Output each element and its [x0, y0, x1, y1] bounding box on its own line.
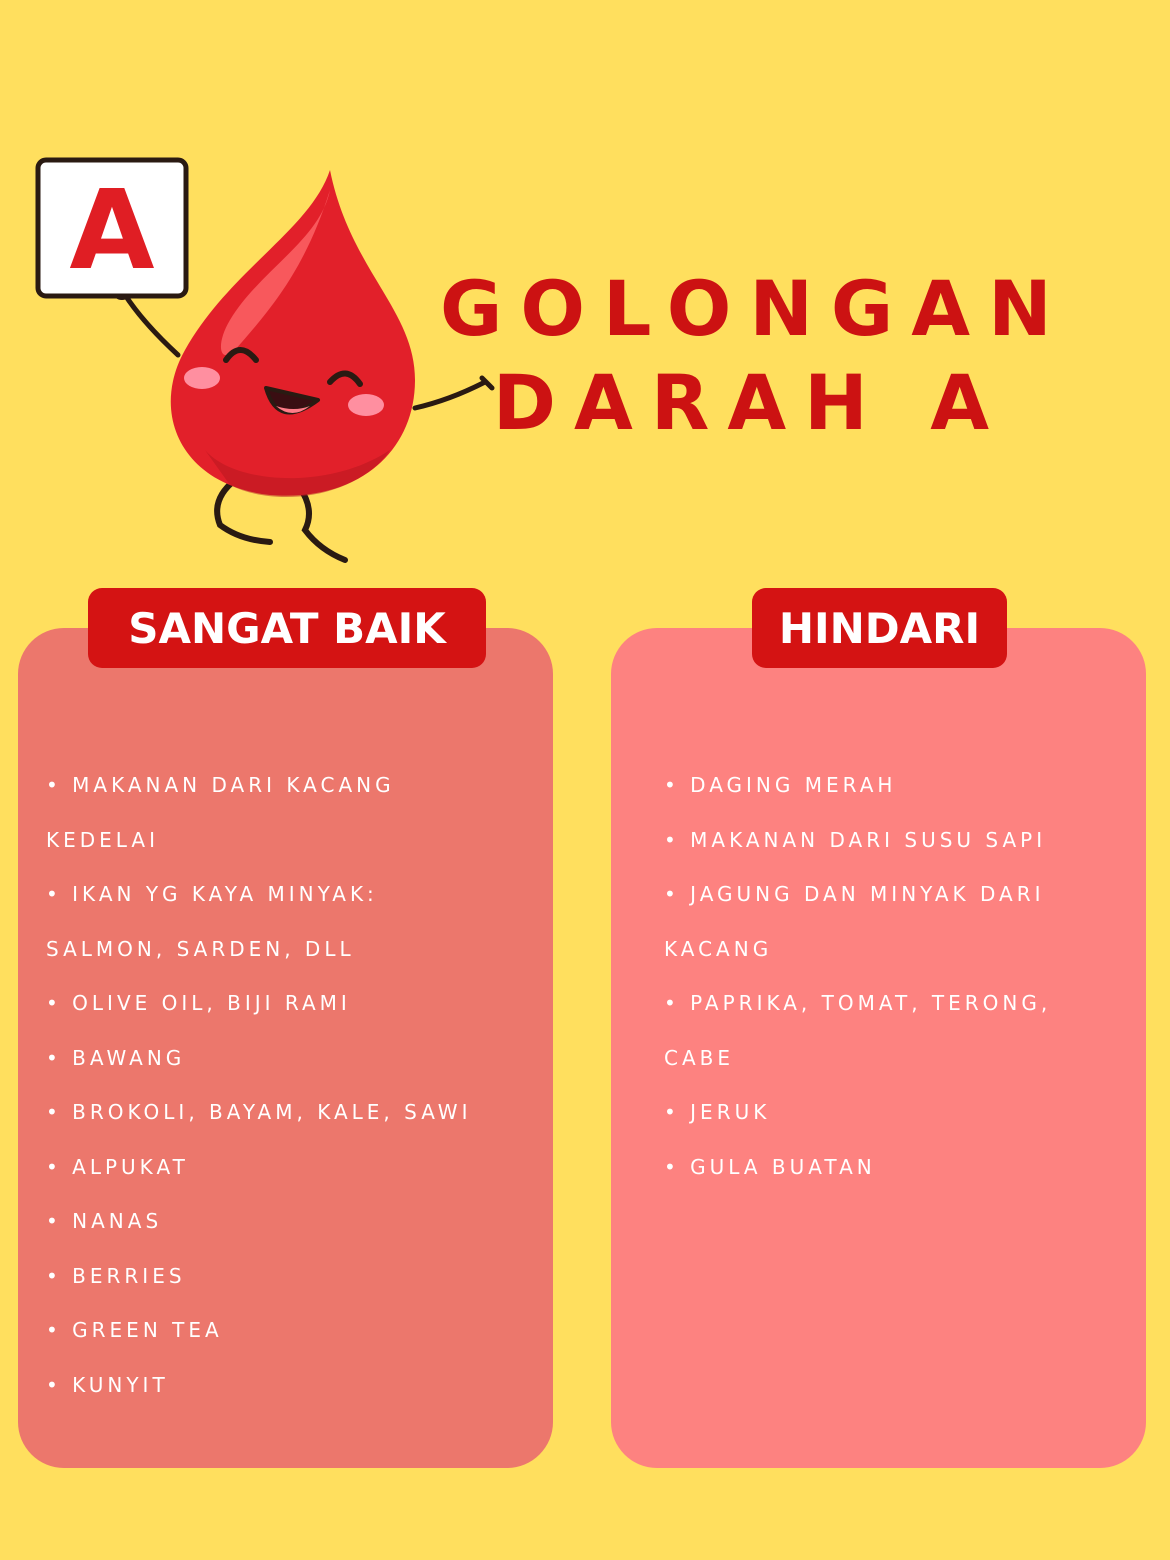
title-line-1: GOLONGAN — [440, 264, 1070, 353]
blood-drop-mascot-icon — [30, 150, 510, 590]
list-item: • MAKANAN DARI KACANG — [46, 773, 395, 797]
list-item: CABE — [664, 1045, 735, 1070]
list-item: • DAGING MERAH — [664, 773, 897, 797]
list-item: • JAGUNG DAN MINYAK DARI — [664, 882, 1045, 906]
list-item: SALMON, SARDEN, DLL — [46, 936, 355, 961]
recommended-label-badge: SANGAT BAIK — [88, 588, 486, 668]
sign-card — [38, 160, 186, 296]
recommended-foods-card — [18, 628, 553, 1468]
list-item: • BAWANG — [46, 1045, 186, 1070]
list-item: • OLIVE OIL, BIJI RAMI — [46, 991, 351, 1015]
sign-letter: A — [69, 166, 155, 294]
list-item: • PAPRIKA, TOMAT, TERONG, — [664, 991, 1052, 1015]
avoid-label-badge: HINDARI — [752, 588, 1007, 668]
list-item: • BERRIES — [46, 1263, 186, 1288]
page-title — [440, 262, 1070, 450]
avoid-foods-list — [664, 758, 1122, 1194]
list-item: • GREEN TEA — [46, 1318, 223, 1342]
list-item: • ALPUKAT — [46, 1154, 189, 1179]
list-item: KEDELAI — [46, 827, 159, 852]
list-item: • MAKANAN DARI SUSU SAPI — [664, 827, 1047, 852]
list-item: • GULA BUATAN — [664, 1154, 876, 1179]
list-item: • NANAS — [46, 1209, 163, 1233]
list-item: • JERUK — [664, 1100, 771, 1124]
recommended-foods-list — [46, 758, 529, 1412]
list-item: • KUNYIT — [46, 1372, 169, 1397]
list-item: • IKAN YG KAYA MINYAK: — [46, 882, 378, 906]
list-item: • BROKOLI, BAYAM, KALE, SAWI — [46, 1100, 472, 1124]
title-line-2: DARAH A — [492, 358, 1008, 447]
list-item: KACANG — [664, 936, 773, 961]
avoid-foods-card — [611, 628, 1146, 1468]
